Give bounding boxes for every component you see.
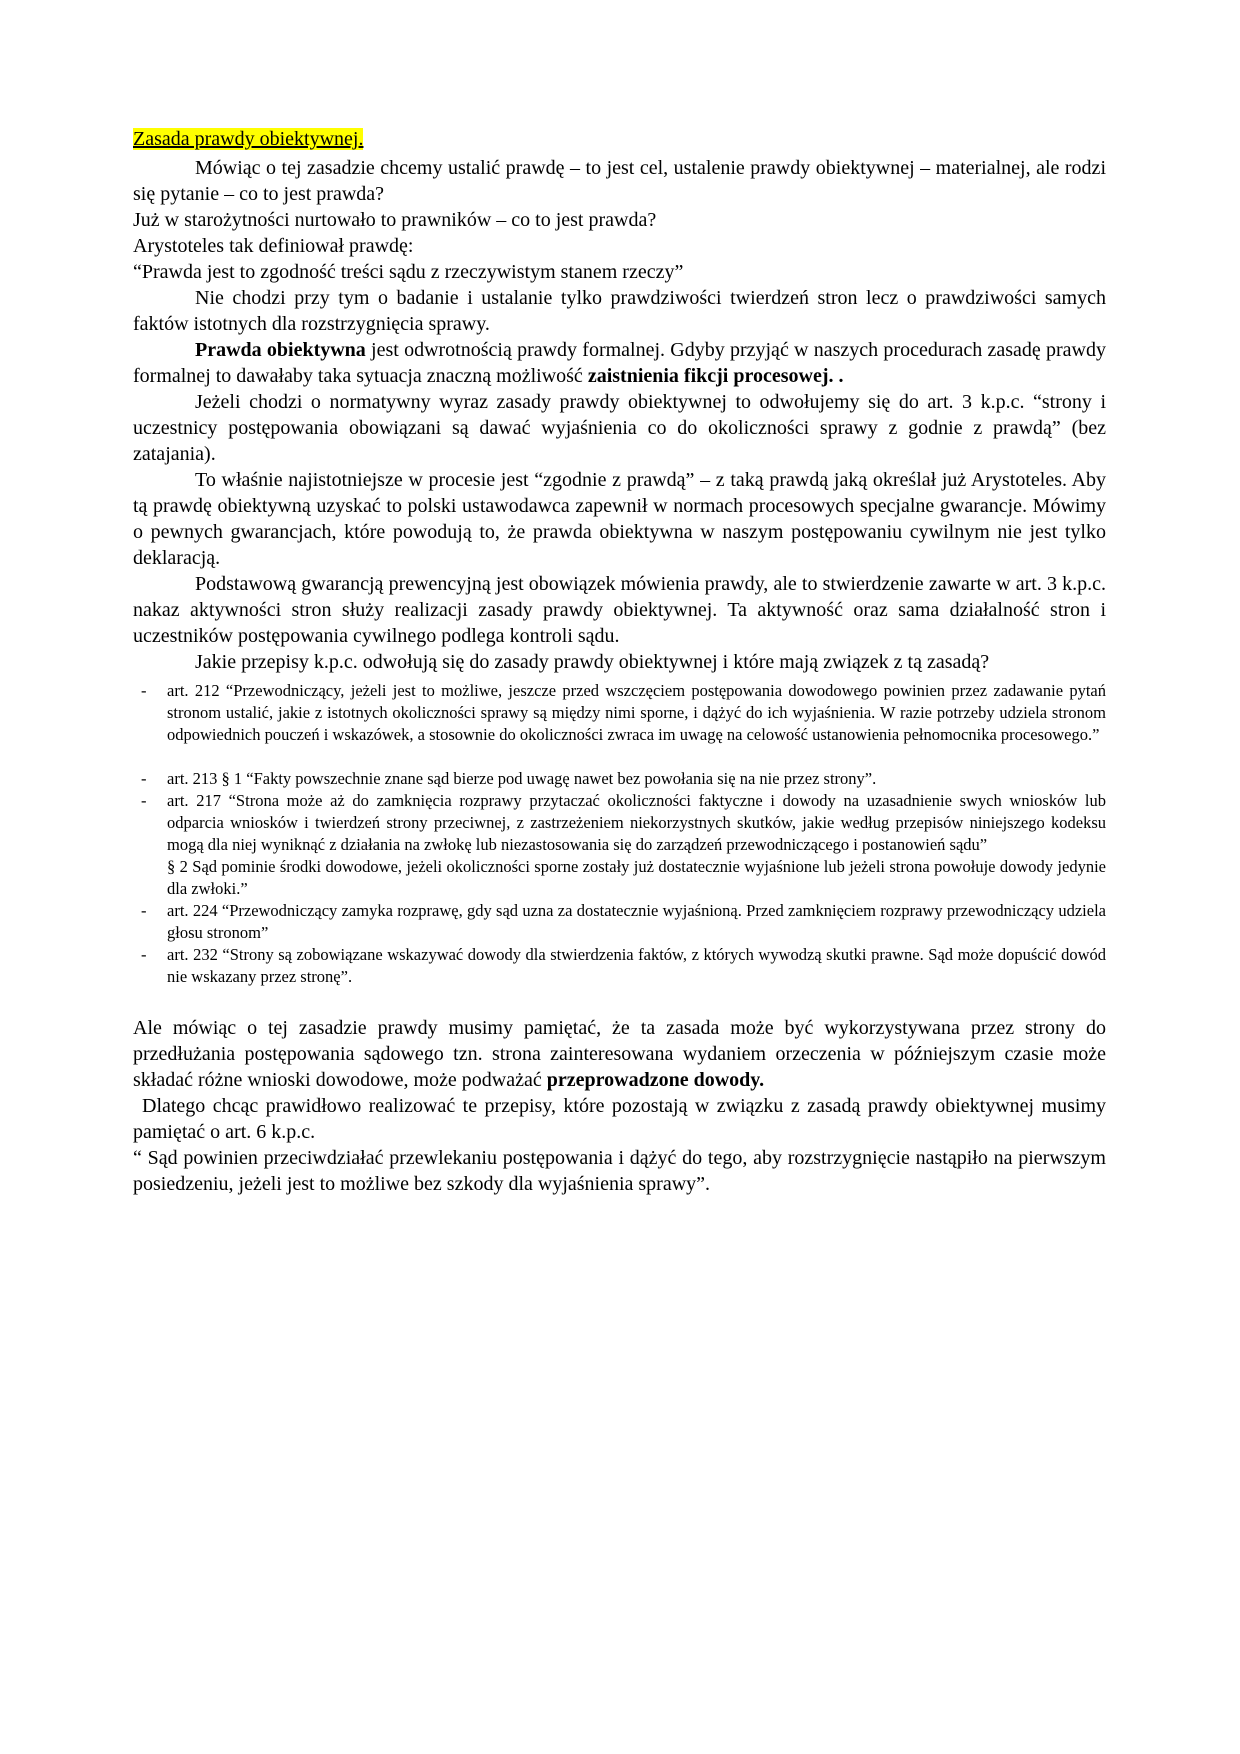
closing-paragraph-1-text: Ale mówiąc o tej zasadzie prawdy musimy pamiętać, że ta zasada może być wykorzystywana przez strony do przedłużania postępowania sądowego tzn. strona zainteresowana wydaniem orzeczenia w późniejszym czasie może składać różne wnioski dowodowe, może podważać <box>133 1017 1106 1091</box>
paragraph-8: To właśnie najistotniejsze w procesie jest “zgodnie z prawdą” – z taką prawdą jaką określał już Arystoteles. Aby tą prawdę obiektywną uzyskać to polski ustawodawca zapewnił w normach procesowych specjalne gwarancje. Mówimy o pewnych gwarancjach, które powodują to, że prawda obiektywna w naszym postępowaniu cywilnym nie jest tylko deklaracją. <box>133 469 1106 569</box>
title-line <box>133 126 1106 152</box>
closing-paragraph-1 <box>133 1015 1106 1093</box>
paragraph-5: Nie chodzi przy tym o badanie i ustalanie tylko prawdziwości twierdzeń stron lecz o prawdziwości samych faktów istotnych dla rozstrzygnięcia sprawy. <box>133 287 1106 335</box>
dash-bullet: - <box>141 791 147 810</box>
document-title: Zasada prawdy obiektywnej. <box>133 128 364 150</box>
dash-bullet: - <box>141 769 147 788</box>
list-item-text: art. 212 “Przewodniczący, jeżeli jest to możliwe, jeszcze przed wszczęciem postępowania dowodowego powinien przez zadawanie pytań stronom ustalić, jakie z istotnych okoliczności sprawy są między nimi sporne, i dążyć do ich wyjaśnienia. W razie potrzeby udziela stronom odpowiednich pouczeń i wskazówek, a stosownie do okoliczności zwraca im uwagę na celowość ustanowienia pełnomocnika procesowego.” <box>167 681 1106 744</box>
bold-phrase-prawda-obiektywna: Prawda obiektywna <box>195 339 366 361</box>
closing-paragraph-3: “ Sąd powinien przeciwdziałać przewlekaniu postępowania i dążyć do tego, aby rozstrzygnięcie nastąpiło na pierwszym posiedzeniu, jeżeli jest to możliwe bez szkody dla wyjaśnienia sprawy”. <box>133 1147 1106 1195</box>
paragraph-4: “Prawda jest to zgodność treści sądu z rzeczywistym stanem rzeczy” <box>133 261 684 283</box>
list-item-art-232 <box>133 944 1106 988</box>
list-item-art-213 <box>133 768 1106 790</box>
list-item-text-paragraph-2: § 2 Sąd pominie środki dowodowe, jeżeli okoliczności sporne zostały już dostatecznie wyjaśnione lub jeżeli strona powołuje dowody jedynie dla zwłoki.” <box>167 857 1106 898</box>
paragraph-10: Jakie przepisy k.p.c. odwołują się do zasady prawdy obiektywnej i które mają związek z tą zasadą? <box>195 651 990 673</box>
list-item-text: art. 224 “Przewodniczący zamyka rozprawę, gdy sąd uzna za dostatecznie wyjaśnioną. Przed zamknięciem rozprawy przewodniczący udziela głosu stronom” <box>167 901 1106 942</box>
list-item-text: art. 232 “Strony są zobowiązane wskazywać dowody dla stwierdzenia faktów, z których wywodzą skutki prawne. Sąd może dopuścić dowód nie wskazany przez stronę”. <box>167 945 1106 986</box>
paragraph-1: Mówiąc o tej zasadzie chcemy ustalić prawdę – to jest cel, ustalenie prawdy obiektywnej – materialnej, ale rodzi się pytanie – co to jest prawda? <box>133 157 1106 205</box>
paragraph-6 <box>133 337 1106 389</box>
list-item-text: art. 213 § 1 “Fakty powszechnie znane sąd bierze pod uwagę nawet bez powołania się na nie przez strony”. <box>167 769 877 788</box>
list-item-art-217 <box>133 790 1106 900</box>
paragraph-6-text: jest odwrotnością prawdy formalnej. Gdyby przyjąć w naszych procedurach zasadę prawdy formalnej to dawałaby taka sytuacja znaczną możliwość <box>133 339 1106 387</box>
bold-phrase-fikcja-procesowa: zaistnienia fikcji procesowej. . <box>587 365 844 387</box>
paragraph-7: Jeżeli chodzi o normatywny wyraz zasady prawdy obiektywnej to odwołujemy się do art. 3 k.p.c. “strony i uczestnicy postępowania obowiązani są dawać wyjaśnienia co do okoliczności sprawy z godnie z prawdą” (bez zatajania). <box>133 391 1106 465</box>
paragraph-9: Podstawową gwarancją prewencyjną jest obowiązek mówienia prawdy, ale to stwierdzenie zawarte w art. 3 k.p.c. nakaz aktywności stron służy realizacji zasady prawdy obiektywnej. Ta aktywność oraz sama działalność stron i uczestników postępowania cywilnego podlega kontroli sądu. <box>133 573 1106 647</box>
paragraph-2: Już w starożytności nurtowało to prawników – co to jest prawda? <box>133 209 657 231</box>
paragraph-3: Arystoteles tak definiował prawdę: <box>133 235 414 257</box>
dash-bullet: - <box>141 945 147 964</box>
list-item-art-212 <box>133 680 1106 746</box>
list-item-art-224 <box>133 900 1106 944</box>
bold-phrase-przeprowadzone-dowody: przeprowadzone dowody. <box>546 1069 765 1091</box>
dash-bullet: - <box>141 681 147 700</box>
article-list <box>133 680 1106 988</box>
list-item-text: art. 217 “Strona może aż do zamknięcia rozprawy przytaczać okoliczności faktyczne i dowody na uzasadnienie swych wniosków lub odparcia wniosków i twierdzeń strony przeciwnej, z zastrzeżeniem niekorzystnych skutków, jakie według przepisów niniejszego kodeksu mogą dla niej wyniknąć z działania na zwłokę lub niezastosowania się do zarządzeń przewodniczącego i postanowień sądu” <box>167 791 1106 854</box>
closing-paragraph-2: Dlatego chcąc prawidłowo realizować te przepisy, które pozostają w związku z zasadą prawdy obiektywnej musimy pamiętać o art. 6 k.p.c. <box>133 1095 1106 1143</box>
dash-bullet: - <box>141 901 147 920</box>
